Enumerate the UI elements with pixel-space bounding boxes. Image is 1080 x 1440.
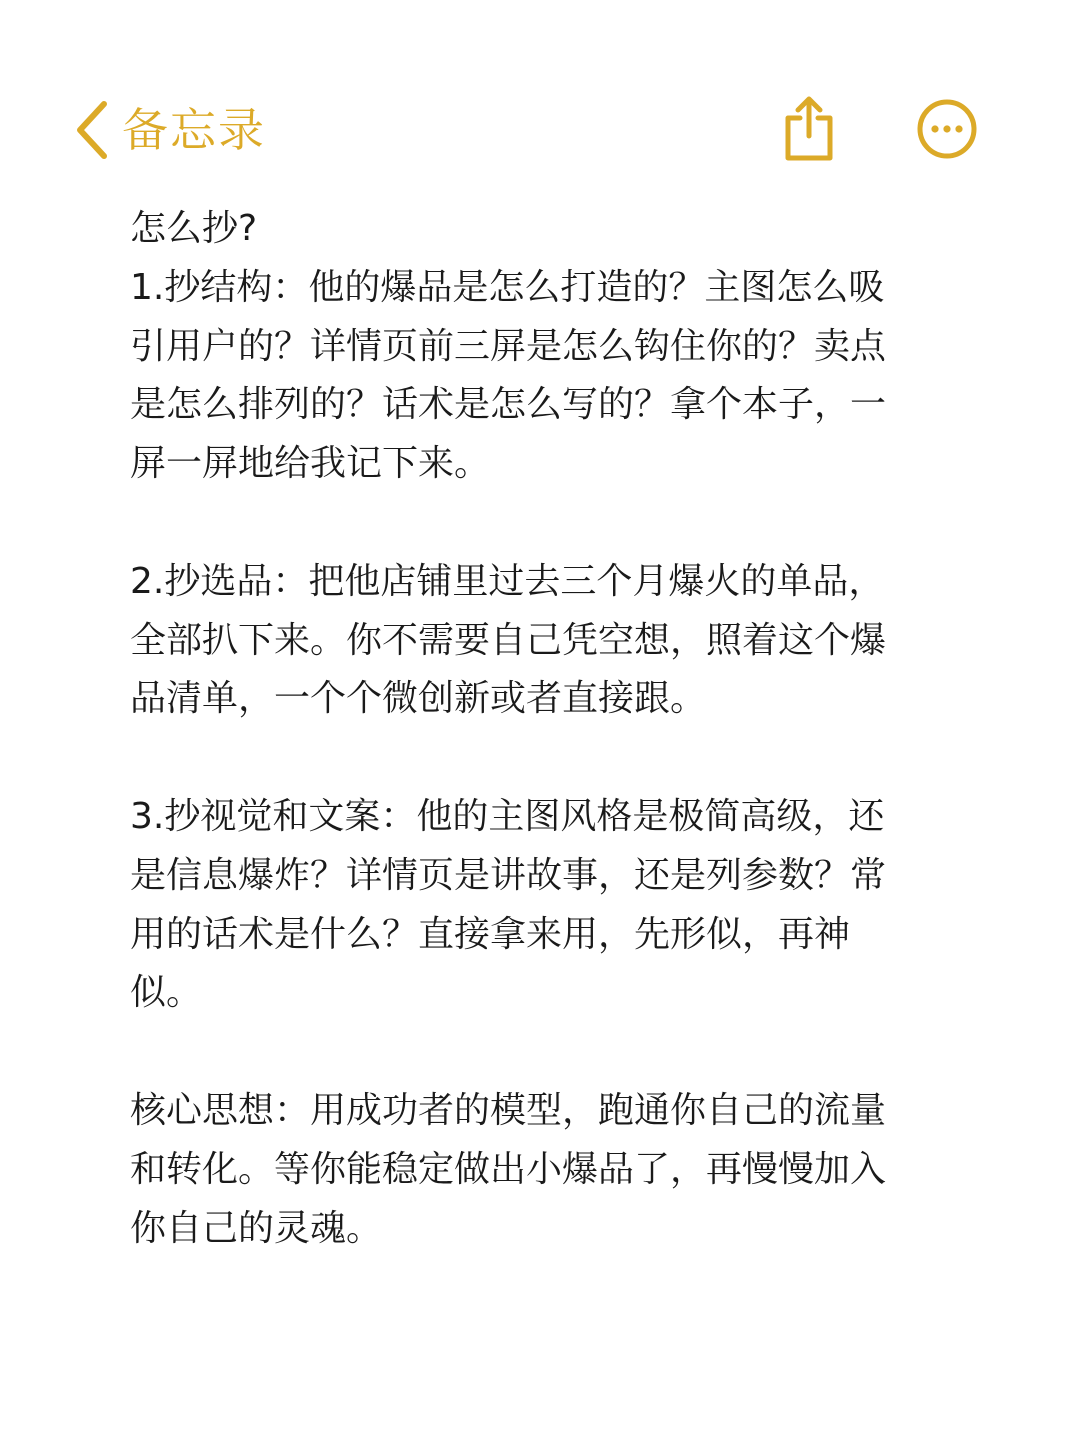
note-line: 核心思想：用成功者的模型，跑通你自己的流量 bbox=[130, 1089, 887, 1131]
note-section-selection bbox=[130, 553, 960, 729]
share-icon[interactable] bbox=[780, 94, 838, 164]
paragraph-spacer bbox=[130, 729, 960, 788]
back-button-label: 备忘录 bbox=[122, 103, 266, 157]
note-heading: 怎么抄? bbox=[130, 208, 258, 249]
navigation-bar bbox=[0, 0, 1080, 200]
note-line: 品清单，一个个微创新或者直接跟。 bbox=[130, 678, 707, 720]
note-line: 全部扒下来。你不需要自己凭空想，照着这个爆 bbox=[130, 619, 887, 661]
note-line: 1.抄结构：他的爆品是怎么打造的？主图怎么吸 bbox=[130, 266, 885, 308]
note-line: 是怎么排列的？话术是怎么写的？拿个本子，一 bbox=[130, 384, 887, 426]
chevron-left-icon bbox=[72, 98, 112, 162]
note-line: 和转化。等你能稳定做出小爆品了，再慢慢加入 bbox=[130, 1148, 887, 1190]
note-line: 屏一屏地给我记下来。 bbox=[130, 443, 491, 485]
paragraph-spacer bbox=[130, 1023, 960, 1082]
note-line: 2.抄选品：把他店铺里过去三个月爆火的单品， bbox=[130, 560, 885, 602]
paragraph-spacer bbox=[130, 494, 960, 553]
note-line: 你自己的灵魂。 bbox=[130, 1207, 383, 1249]
note-line: 是信息爆炸？详情页是讲故事，还是列参数？常 bbox=[130, 854, 887, 896]
note-section-visual-copy bbox=[130, 788, 960, 1023]
note-section-structure bbox=[130, 259, 960, 494]
note-line: 3.抄视觉和文案：他的主图风格是极简高级，还 bbox=[130, 795, 885, 837]
note-section-core-idea bbox=[130, 1082, 960, 1258]
note-line: 似。 bbox=[130, 972, 203, 1014]
back-button[interactable] bbox=[72, 96, 266, 164]
note-line: 用的话术是什么？直接拿来用，先形似，再神 bbox=[130, 913, 851, 955]
note-body[interactable] bbox=[130, 200, 960, 1258]
more-ellipsis-icon[interactable] bbox=[916, 98, 978, 160]
note-line: 引用户的？详情页前三屏是怎么钩住你的？卖点 bbox=[130, 325, 887, 367]
